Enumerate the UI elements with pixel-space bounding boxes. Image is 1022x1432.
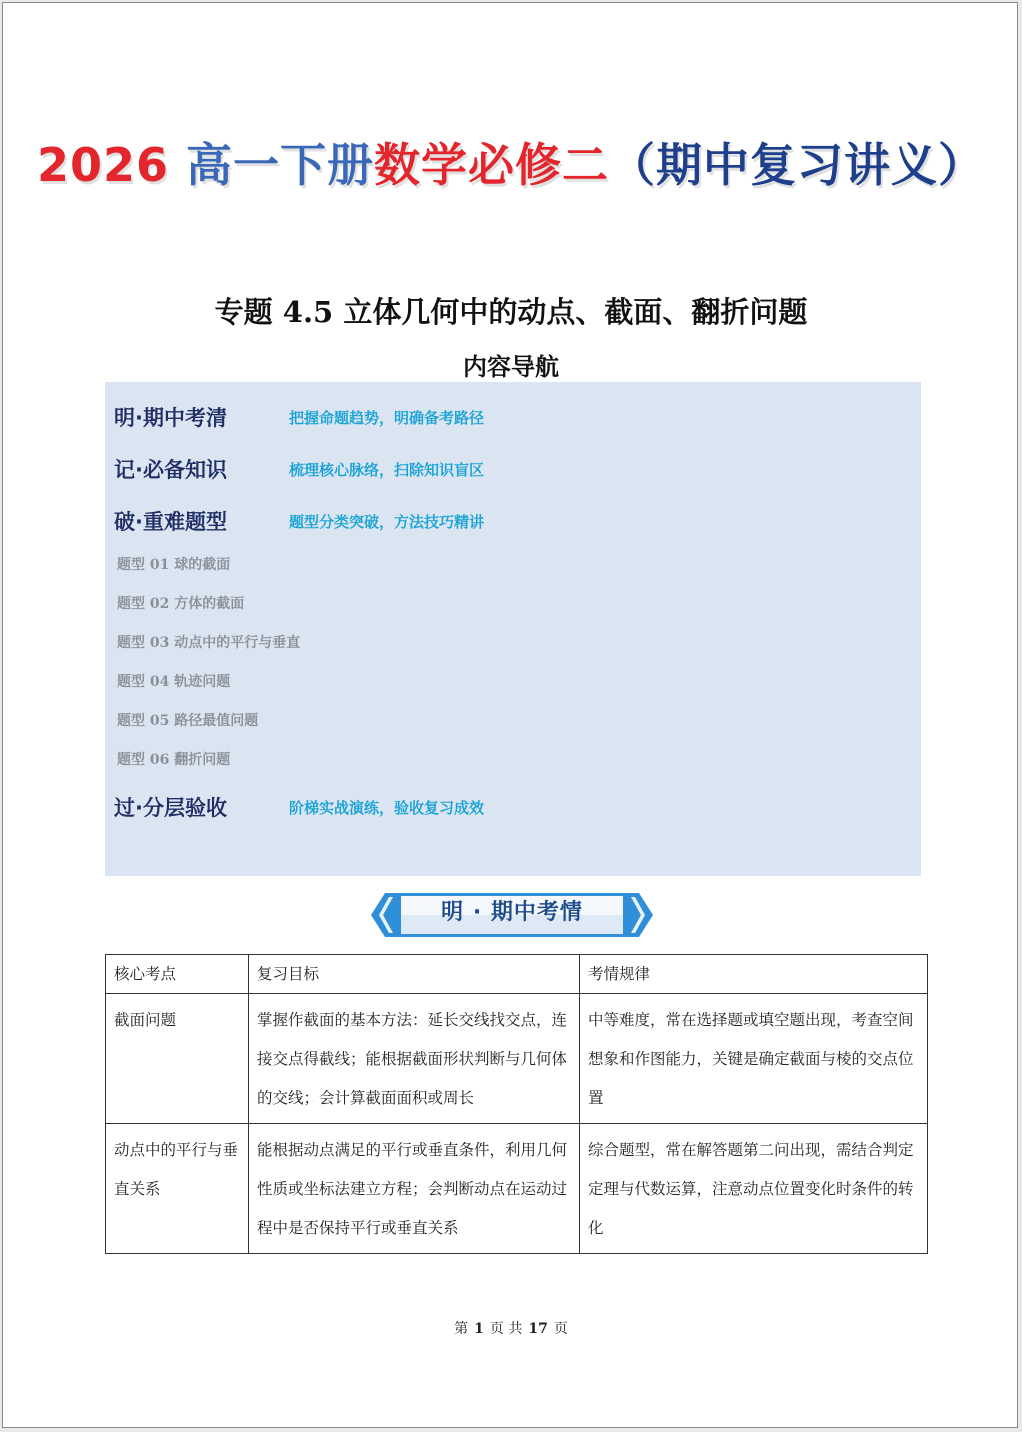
nav-sub-item-type-01[interactable]: 题型 01 球的截面 <box>117 557 231 573</box>
nav-item-desc: 题型分类突破，方法技巧精讲 <box>289 512 485 531</box>
topic-title: 专题 4.5 立体几何中的动点、截面、翻折问题 <box>214 295 808 329</box>
banner-grade: 高一下册 <box>186 138 375 192</box>
table-cell-goal: 能根据动点满足的平行或垂直条件，利用几何性质或坐标法建立方程；会判断动点在运动过程中是否保持平行或垂直关系 <box>249 1124 580 1254</box>
nav-item-desc: 阶梯实战演练，验收复习成效 <box>289 798 485 817</box>
nav-item-label: 破·重难题型 <box>114 510 227 534</box>
nav-sub-item-type-03[interactable]: 题型 03 动点中的平行与垂直 <box>117 635 301 651</box>
exam-analysis-table <box>105 954 928 1254</box>
nav-item-problem-types[interactable] <box>114 504 484 538</box>
table-cell-pattern: 综合题型，常在解答题第二问出现，需结合判定定理与代数运算，注意动点位置变化时条件的转化 <box>580 1124 928 1254</box>
table-cell-pattern: 中等难度，常在选择题或填空题出现，考查空间想象和作图能力，关键是确定截面与棱的交点位置 <box>580 994 928 1124</box>
nav-item-label: 过·分层验收 <box>114 796 227 820</box>
table-header-cell: 核心考点 <box>106 955 249 994</box>
nav-sub-item-type-05[interactable]: 题型 05 路径最值问题 <box>117 713 259 729</box>
content-navigation <box>105 382 921 876</box>
nav-item-label: 明·期中考清 <box>114 406 227 430</box>
banner-type: （期中复习讲义） <box>609 138 986 192</box>
footer-total-pages: 17 <box>528 1321 548 1337</box>
table-header-row <box>106 955 928 994</box>
nav-item-desc: 梳理核心脉络，扫除知识盲区 <box>289 460 485 479</box>
nav-sub-item-type-06[interactable]: 题型 06 翻折问题 <box>117 752 231 768</box>
page-footer <box>3 1318 1019 1338</box>
table-cell-goal: 掌握作截面的基本方法：延长交线找交点，连接交点得截线；能根据截面形状判断与几何体的交线；会计算截面面积或周长 <box>249 994 580 1124</box>
nav-item-key-knowledge[interactable] <box>114 452 484 486</box>
series-banner <box>3 129 1019 195</box>
footer-suffix: 页 <box>553 1321 568 1337</box>
nav-item-desc: 把握命题趋势，明确备考路径 <box>289 408 485 427</box>
table-row <box>106 994 928 1124</box>
nav-item-exam-trends[interactable] <box>114 400 484 434</box>
section-tag-label: 明 · 期中考情 <box>441 900 583 925</box>
footer-page-number: 1 <box>474 1321 484 1337</box>
nav-heading: 内容导航 <box>463 353 559 381</box>
table-cell-topic: 动点中的平行与垂直关系 <box>106 1124 249 1254</box>
footer-mid: 页 共 <box>489 1321 523 1337</box>
banner-year: 2026 <box>36 138 169 192</box>
nav-sub-item-type-04[interactable]: 题型 04 轨迹问题 <box>117 674 231 690</box>
nav-sub-item-type-02[interactable]: 题型 02 方体的截面 <box>117 596 245 612</box>
footer-prefix: 第 <box>454 1321 469 1337</box>
nav-item-label: 记·必备知识 <box>114 458 227 482</box>
table-row <box>106 1124 928 1254</box>
nav-item-layered-review[interactable] <box>114 790 484 824</box>
section-tag <box>371 887 653 943</box>
banner-subject: 数学必修二 <box>374 138 610 192</box>
table-header-cell: 复习目标 <box>249 955 580 994</box>
table-header-cell: 考情规律 <box>580 955 928 994</box>
table-cell-topic: 截面问题 <box>106 994 249 1124</box>
document-page <box>2 2 1018 1428</box>
